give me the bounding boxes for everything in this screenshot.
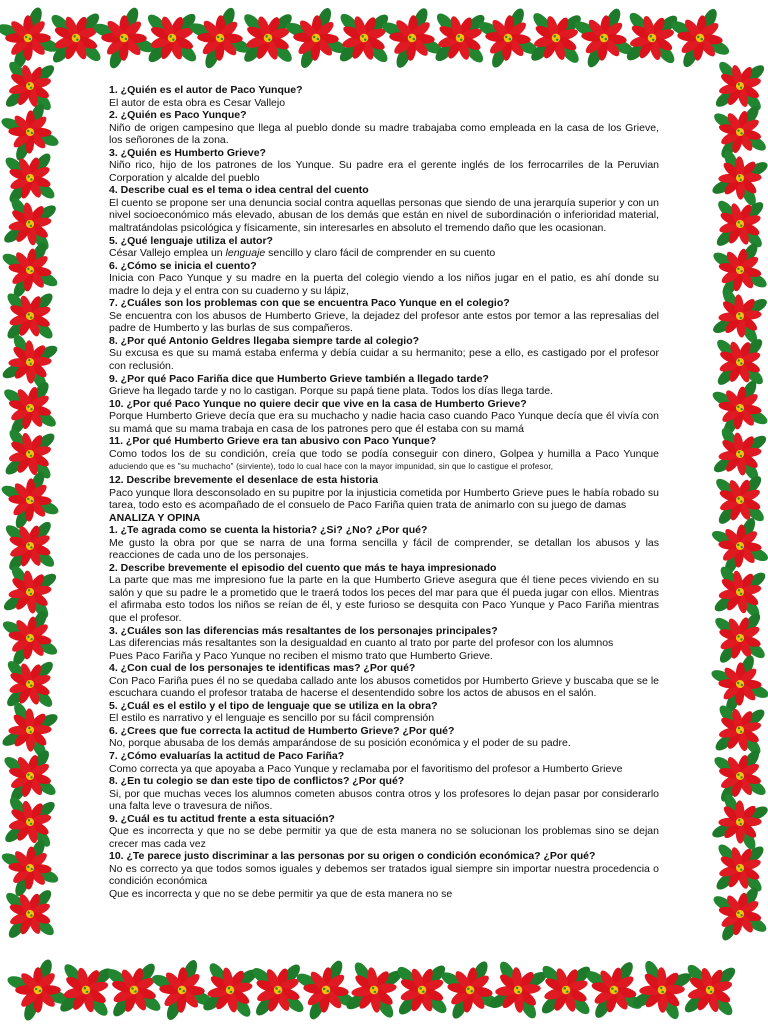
question: 1. ¿Quién es el autor de Paco Yunque? (109, 84, 303, 96)
poinsettia-icon (0, 139, 69, 217)
poinsettia-icon (473, 3, 543, 73)
answer: Me gusto la obra por que se narra de una forma sencilla y fácil de comprender, se detallan los abusos y las reacciones de cada uno de los personajes. (109, 536, 659, 562)
answer: El estilo es narrativo y el lenguaje es sencillo por su fácil comprensión (109, 712, 435, 725)
poinsettia-icon (290, 954, 361, 1024)
poinsettia-icon (700, 460, 768, 539)
answer: Niño rico, hijo de los patrones de los Yunque. Su padre era el gerente inglés de los ferrocarriles de la Peruvian Corporation y alcalde del pueblo (109, 159, 659, 184)
question: 8. ¿Por qué Antonio Geldres llegaba siempre tarde al colegio? (109, 334, 420, 347)
answer: Con Paco Fariña pues él no se quedaba callado ante los abusos cometidos por Humberto Grieve y buscaba que se le escuchara cuando el profesor trataba de hacerse el desentendido sobre los actos de abusos en el salón. (109, 674, 659, 700)
question: 11. ¿Por qué Humberto Grieve era tan abusivo con Paco Yunque? (109, 435, 437, 448)
poinsettia-icon (0, 874, 70, 953)
question: 10. ¿Te parece justo discriminar a las personas por su origen o condición económica? ¿Por qué? (109, 850, 596, 863)
answer-text: Como todos los de su condición, creía que todo se podía conseguir con dinero, Golpea y humilla a Paco Yunque (109, 447, 659, 460)
poinsettia-icon (0, 100, 62, 163)
answer: Si, por que muchas veces los alumnos cometen abusos contra otros y los profesores lo dejan pasar por considerarlo una falta leve o travesura de niños. (109, 787, 659, 813)
answer (109, 448, 659, 474)
poinsettia-icon (0, 507, 69, 585)
answer: Que es incorrecta y que no se debe permitir ya que de esta manera no se solucionan los problemas sino se dejan crecer mas cada vez (109, 825, 659, 850)
question: 4. ¿Con cual de los personajes te identificas mas? ¿Por qué? (109, 662, 416, 675)
poinsettia-icon (0, 468, 62, 532)
answer: Se encuentra con los abusos de Humberto Grieve, la dejadez del profesor ante estos por temor a las represalias del padre de Humberto y las burlas de sus compañeros. (109, 309, 659, 335)
question: 3. ¿Quién es Humberto Grieve? (109, 146, 266, 159)
poinsettia-icon (699, 183, 768, 265)
poinsettia-icon (0, 6, 60, 71)
poinsettia-icon (148, 956, 216, 1024)
question: 9. ¿Por qué Paco Fariña dice que Humberto Grieve también a llegado tarde? (109, 372, 489, 385)
question: 9. ¿Cuál es tu actitud frente a esta situación? (109, 812, 335, 825)
question: 3. ¿Cuáles son las diferencias más resaltantes de los personajes principales? (109, 624, 498, 637)
poinsettia-icon (699, 827, 768, 910)
question: 2. ¿Quién es Paco Yunque? (109, 109, 247, 122)
answer-text: sencillo y claro fácil de comprender en su cuento (265, 247, 496, 260)
poinsettia-icon (0, 835, 63, 900)
poinsettia-icon (187, 5, 254, 72)
answer: Grieve ha llegado tarde y no lo castigan. Porque su papá tiene plata. Todos los días llega tarde. (109, 385, 554, 398)
poinsettia-icon (378, 4, 447, 73)
question: 1. ¿Te agrada como se cuenta la historia? ¿Si? ¿No? ¿Por qué? (109, 524, 428, 537)
poinsettia-icon (6, 958, 71, 1023)
poinsettia-icon (708, 652, 768, 715)
poinsettia-icon (0, 643, 71, 725)
question: 7. ¿Cómo evaluarías la actitud de Paco Fariña? (109, 749, 345, 762)
poinsettia-icon (568, 2, 639, 73)
poinsettia-icon (91, 5, 157, 71)
poinsettia-icon (282, 4, 350, 72)
poinsettia-icon (700, 322, 768, 403)
answer: Las diferencias más resaltantes son la desigualdad en cuanto al trato por parte del profesor con los alumnos (109, 637, 614, 650)
answer: Su excusa es que su mamá estaba enferma y debía cuidar a su hermanito; pese a ello, es castigado por el profesor con reclusión. (109, 347, 659, 373)
answer: Niño de origen campesino que llega al pueblo donde su madre trabajaba como empleada en la casa de los Grieve, los señorones de la zona. (109, 121, 659, 147)
answer: Que es incorrecta y que no se debe permitir ya que de esta manera no se (109, 888, 453, 900)
poinsettia-icon (433, 953, 507, 1024)
question: 4. Describe cual es el tema o idea central del cuento (109, 184, 369, 197)
document-body (109, 84, 659, 901)
poinsettia-icon (0, 275, 71, 356)
answer: La parte que mas me impresiono fue la parte en la que Humberto Grieve asegura que él tiene peces viviendo en su salón y que su padre le a prometido que le traerá todos los peces del mar para que él pueda jugar con ellos. Mientras el afirmaba esto todos los niños se reían de él, y este furioso se desquita con Paco Yunque y Paco Fariña mientras que el profesor. (109, 574, 659, 624)
answer: No es correcto ya que todos somos iguales y debemos ser tratados igual siempre sin importar nuestra procedencia o condición económica (109, 862, 659, 888)
question: 10. ¿Por qué Paco Yunque no quiere decir que vive en la casa de Humberto Grieve? (109, 397, 527, 410)
section-heading: ANALIZA Y OPINA (109, 511, 201, 524)
question: 7. ¿Cuáles son los problemas con que se encuentra Paco Yunque en el colegio? (109, 297, 510, 310)
answer: El cuento se propone ser una denuncia social contra aquellas personas que siendo de una jerarquía superior y con un nivel socioeconómico más elevado, abusan de los demás que están en nivel de subordinación o inferioridad material, maltratándolas psicológica y físicamente, sin interesarles en absoluto el tremendo daño que les ocasionan. (109, 196, 659, 235)
answer (109, 247, 659, 260)
question: 8. ¿En tu colegio se dan este tipo de conflictos? ¿Por qué? (109, 775, 405, 788)
answer: Inicia con Paco Yunque y su madre en la puerta del colegio viendo a los niños jugar en el patio, es ahí donde su madre lo deja y el entra con su cuaderno y su lápiz, (109, 272, 659, 297)
answer: Como correcta ya que apoyaba a Paco Yunque y reclamaba por el favoritismo del profesor a Humberto Grieve (109, 762, 623, 775)
question: 5. ¿Cuál es el estilo y el tipo de lenguaje que se utiliza en la obra? (109, 699, 438, 712)
answer: Pues Paco Fariña y Paco Yunque no reciben el mismo trato que Humberto Grieve. (109, 649, 493, 662)
answer-text: César Vallejo emplea un (109, 247, 226, 260)
question: 2. Describe brevemente el episodio del cuento que más te haya impresionado (109, 561, 497, 574)
question: 5. ¿Qué lenguaje utiliza el autor? (109, 234, 273, 247)
question: 6. ¿Cómo se inicia el cuento? (109, 259, 257, 272)
answer: El autor de esta obra es Cesar Vallejo (109, 96, 286, 109)
poinsettia-icon (707, 513, 768, 579)
answer-small-text: aduciendo que es "su muchacho" (sirviente), todo lo cual hace con la mayor impunidad, sin que lo castigue el profesor, (109, 462, 554, 472)
answer-italic: lenguaje (225, 247, 266, 260)
answer: Porque Humberto Grieve decía que era su muchacho y nadie hacia caso cuando Paco Yunque decía que él vivía con su mamá que su mama trabaja en casa de los patrones pero que él estaba con su mamá (109, 410, 659, 435)
question: 6. ¿Crees que fue correcta la actitud de Humberto Grieve? ¿Por qué? (109, 724, 455, 737)
question: 12. Describe brevemente el desenlace de esta historia (109, 473, 379, 486)
answer: No, porque abusaba de los demás amparándose de su posición económica y el poder de su padre. (109, 737, 571, 750)
answer: Paco yunque llora desconsolado en su pupitre por la injusticia cometida por Humberto Grieve pues le había robado su tarea, todo esto es acompañado de el consuelo de Paco Fariña quien trata de animarlo con su juego de damas (109, 486, 659, 512)
